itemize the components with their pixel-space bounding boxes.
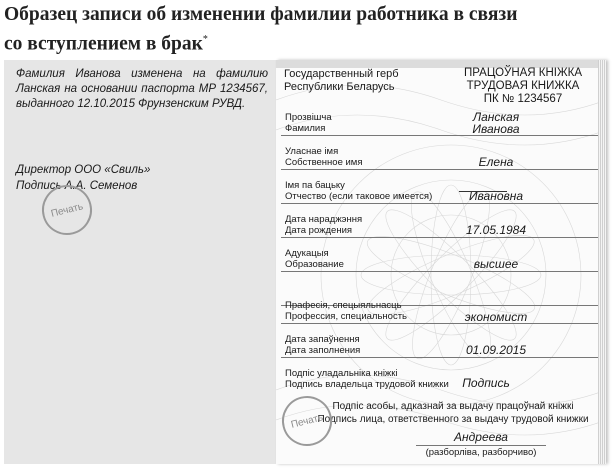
field-value-new: Ланская: [472, 110, 520, 124]
stamp-seal: Печать: [37, 180, 98, 241]
field-value: Елена: [478, 155, 514, 169]
birth-date-field: [276, 206, 606, 238]
surname-change-note: Фамилия Иванова изменена на фамилию Ланская на основании паспорта МР 1234567, выданного 12.10.2015 Фрунзенским РУВД.: [16, 68, 268, 111]
field-label-by: Прозвішча: [285, 112, 332, 123]
field-label-ru: Дата заполнения: [285, 345, 361, 356]
title-line-1: Образец записи об изменении фамилии работника в связи: [4, 4, 518, 25]
field-value-old: Иванова: [472, 122, 520, 136]
field-label-by: Дата запаўнення: [285, 334, 360, 345]
field-label-ru: Фамилия: [285, 123, 326, 134]
field-label-by: Подпіс уладальніка кніжкі: [285, 368, 398, 379]
page-title: [4, 2, 604, 57]
education-field: [276, 240, 606, 272]
director-signature: Подпись А.А. Семенов: [16, 179, 138, 192]
field-label-ru: Подпись владельца трудовой книжки: [285, 379, 449, 390]
page-edge: [598, 60, 606, 464]
profession-field: [276, 292, 606, 324]
patronymic-field: [276, 172, 606, 204]
first-name-field: [276, 138, 606, 170]
employer-signature-label: Подпіс асобы, адказнай за выдачу працоўнай кніжкі Подпись лица, ответственного за выдачу трудовой книжки: [317, 401, 589, 425]
field-label-by: Імя па бацьку: [285, 180, 345, 191]
book-title: ПРАЦОЎНАЯ КНІЖКА ТРУДОВАЯ КНИЖКА ПК № 1234567: [463, 67, 582, 105]
employer-signature-hint: (разборліва, разборчиво): [425, 447, 537, 458]
field-label-ru: Отчество (если таковое имеется): [285, 191, 433, 202]
field-label-by: Уласнае імя: [285, 146, 339, 157]
title-line-2: со вступлением в брак: [4, 33, 203, 55]
employer-signature: Андреева: [454, 430, 508, 444]
field-value: Подпись: [462, 376, 510, 390]
personnel-note-panel: [4, 60, 276, 464]
field-label-by: Адукацыя: [285, 248, 329, 259]
field-label-ru: Профессия, специальность: [285, 311, 408, 322]
field-label-ru: Образование: [285, 259, 344, 270]
field-label-ru: Собственное имя: [285, 157, 363, 168]
director-title: Директор ООО «Свиль»: [16, 164, 151, 176]
surname-field: [276, 104, 606, 136]
footnote-mark: *: [202, 34, 208, 45]
old-surname-strikethrough: [459, 191, 507, 192]
fill-date-field: [276, 326, 606, 358]
field-value: Ивановна: [468, 189, 524, 203]
field-value: экономист: [464, 310, 528, 324]
field-value: высшее: [473, 257, 519, 271]
field-value: 01.09.2015: [465, 343, 527, 357]
stamp-seal: Печать: [277, 391, 338, 452]
field-value: 17.05.1984: [465, 223, 527, 237]
owner-signature-field: [276, 360, 606, 392]
field-label-by: Прафесія, спецыяльнасць: [285, 300, 402, 311]
field-label-ru: Дата рождения: [285, 225, 353, 236]
field-label-by: Дата нараджэння: [285, 214, 363, 225]
coat-of-arms-caption: Государственный герб Республики Беларусь: [284, 68, 399, 93]
